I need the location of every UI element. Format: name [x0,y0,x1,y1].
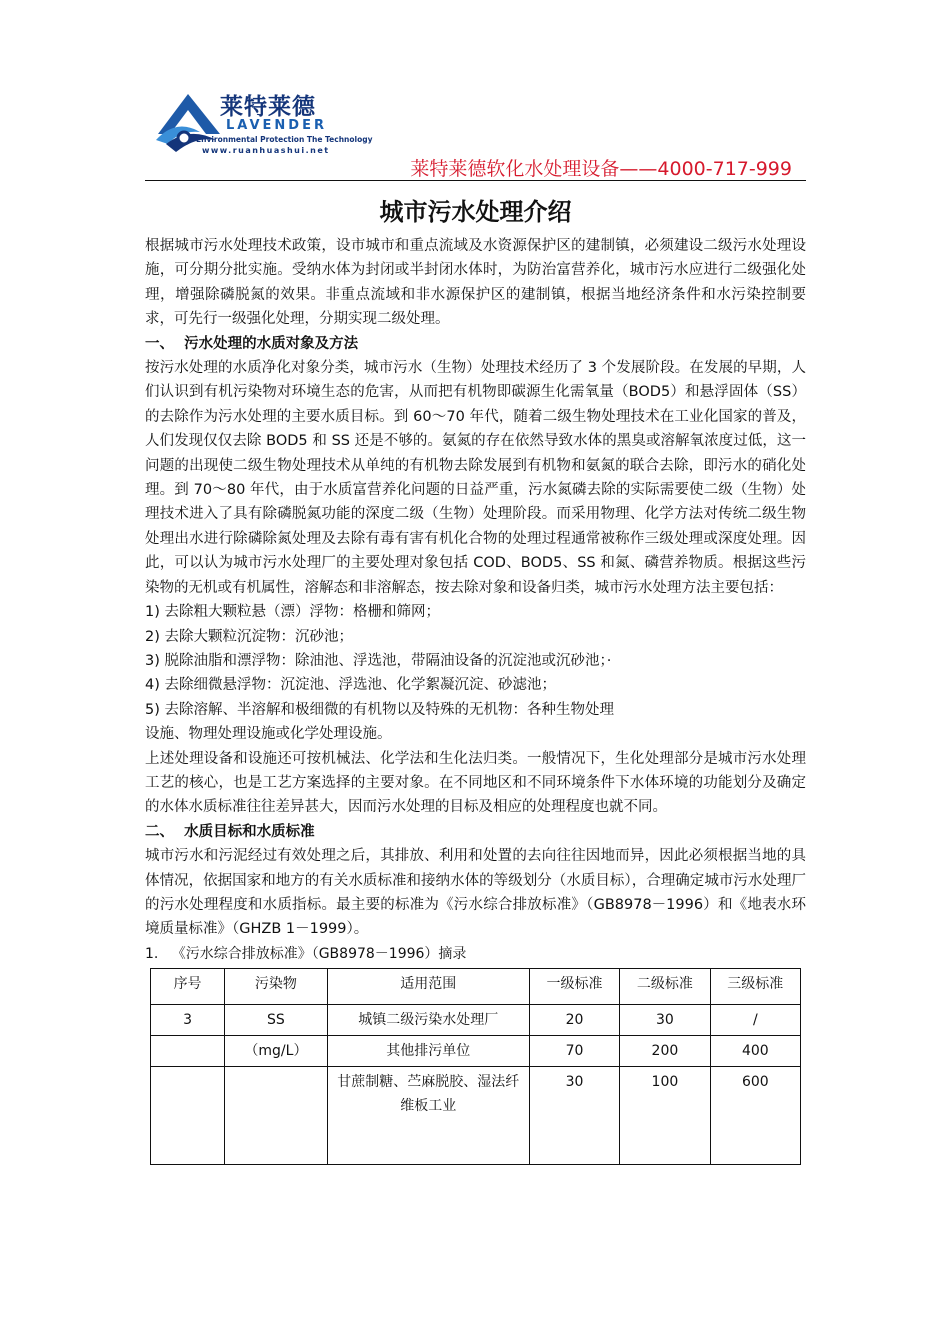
table-header-cell: 一级标准 [529,968,619,1004]
list-item: 4) 去除细微悬浮物：沉淀池、浮选池、化学絮凝沉淀、砂滤池； [145,677,556,694]
section2-heading: 二、 水质目标和水质标准 [145,823,315,840]
table-header-cell: 二级标准 [620,968,710,1004]
table-cell: 其他排污单位 [327,1035,529,1066]
table-cell [225,1066,328,1164]
logo-url: www.ruanhuashui.net [202,146,330,155]
header-slogan: 莱特莱德软化水处理设备——4000-717-999 [410,158,792,180]
section1-paragraph-2: 上述处理设备和设施还可按机械法、化学法和生化法归类。一般情况下，生化处理部分是城市污水处理工艺的核心，也是工艺方案选择的主要对象。在不同地区和不同环境条件下水体环境的功能划分及确定的水体水质标准往往差异甚大，因而污水处理的目标及相应的处理程度也就不同。 [145,750,806,816]
list-item: 2) 去除大颗粒沉淀物：沉砂池； [145,628,353,645]
document-body [145,196,806,1165]
table-cell: 甘蔗制糖、苎麻脱胶、湿法纤维板工业 [327,1066,529,1164]
table-cell: 400 [710,1035,800,1066]
table-cell: 30 [620,1004,710,1035]
table-cell: 600 [710,1066,800,1164]
table-cell: 70 [529,1035,619,1066]
table-header-row [151,968,801,1004]
table-header-cell: 适用范围 [327,968,529,1004]
table-cell: SS [225,1004,328,1035]
table-caption: 1. 《污水综合排放标准》（GB8978－1996）摘录 [145,945,467,962]
logo-english-name: LAVENDER [226,118,327,133]
table-cell: 20 [529,1004,619,1035]
table-cell: 200 [620,1035,710,1066]
list-item-continuation: 设施、物理处理设施或化学处理设施。 [145,726,392,743]
table-cell: （mg/L） [225,1035,328,1066]
intro-paragraph: 根据城市污水处理技术政策，设市城市和重点流域及水资源保护区的建制镇，必须建设二级污水处理设施，可分期分批实施。受纳水体为封闭或半封闭水体时，为防治富营养化，城市污水应进行二级强化处理，增强除磷脱氮的效果。非重点流域和非水源保护区的建制镇，根据当地经济条件和水污染控制要求，可先行一级强化处理，分期实现二级处理。 [145,238,806,328]
document-title: 城市污水处理介绍 [379,197,572,226]
table-cell: 30 [529,1066,619,1164]
table-cell [151,1035,225,1066]
section2-paragraph: 城市污水和污泥经过有效处理之后，其排放、利用和处置的去向往往因地而异，因此必须根据当地的具体情况，依据国家和地方的有关水质标准和接纳水体的等级划分（水质目标），合理确定城市污水处理厂的污水处理程度和水质指标。最主要的标准为《污水综合排放标准》（GB8978－1996）和《地表水环境质量标准》（GHZB 1－1999）。 [145,848,806,938]
list-item: 5) 去除溶解、半溶解和极细微的有机物以及特殊的无机物：各种生物处理 [145,701,614,718]
table-cell: 3 [151,1004,225,1035]
logo-chinese-name: 莱特莱德 [220,94,316,120]
table-row [151,1004,801,1035]
table-header-cell: 污染物 [225,968,328,1004]
table-cell: 城镇二级污染水处理厂 [327,1004,529,1035]
company-logo [150,82,390,162]
logo-tagline: Environmental Protection The Technology [196,135,373,144]
standards-table [150,968,801,1165]
table-header-cell: 序号 [151,968,225,1004]
list-item: 1) 去除粗大颗粒悬（漂）浮物：格栅和筛网； [145,604,440,621]
section1-paragraph: 按污水处理的水质净化对象分类，城市污水（生物）处理技术经历了 3 个发展阶段。在发展的早期，人们认识到有机污染物对环境生态的危害，从而把有机物即碳源生化需氧量（BOD5）和悬浮固体（SS）的去除作为污水处理的主要水质目标。到 60～70 年代，随着二级生物处理技术在工业化国家的普及，人们发现仅仅去除 BOD5 和 SS 还是不够的。氨氮的存在依然导致水体的黑臭或溶解氧浓度过低，这一问题的出现使二级生物处理技术从单纯的有机物去除发展到有机物和氨氮的联合去除，即污水的硝化处理。到 70～80 年代，由于水质富营养化问题的日益严重，污水氮磷去除的实际需要使二级（生物）处理技术进入了具有除磷脱氮功能的深度二级（生物）处理阶段。而采用物理、化学方法对传统二级生物处理出水进行除磷除氮处理及去除有毒有害有机化合物的处理过程通常被称作三级处理或深度处理。因此，可以认为城市污水处理厂的主要处理对象包括 COD、BOD5、SS 和氮、磷营养物质。根据这些污染物的无机或有机属性，溶解态和非溶解态，按去除对象和设备归类，城市污水处理方法主要包括： [145,360,806,596]
table-row [151,1066,801,1164]
section1-heading: 一、 污水处理的水质对象及方法 [145,335,359,352]
table-cell: / [710,1004,800,1035]
table-row [151,1035,801,1066]
list-item: 3) 脱除油脂和漂浮物：除油池、浮选池，带隔油设备的沉淀池或沉砂池；· [145,652,612,669]
header-divider [145,180,806,181]
table-header-cell: 三级标准 [710,968,800,1004]
table-cell [151,1066,225,1164]
table-cell: 100 [620,1066,710,1164]
